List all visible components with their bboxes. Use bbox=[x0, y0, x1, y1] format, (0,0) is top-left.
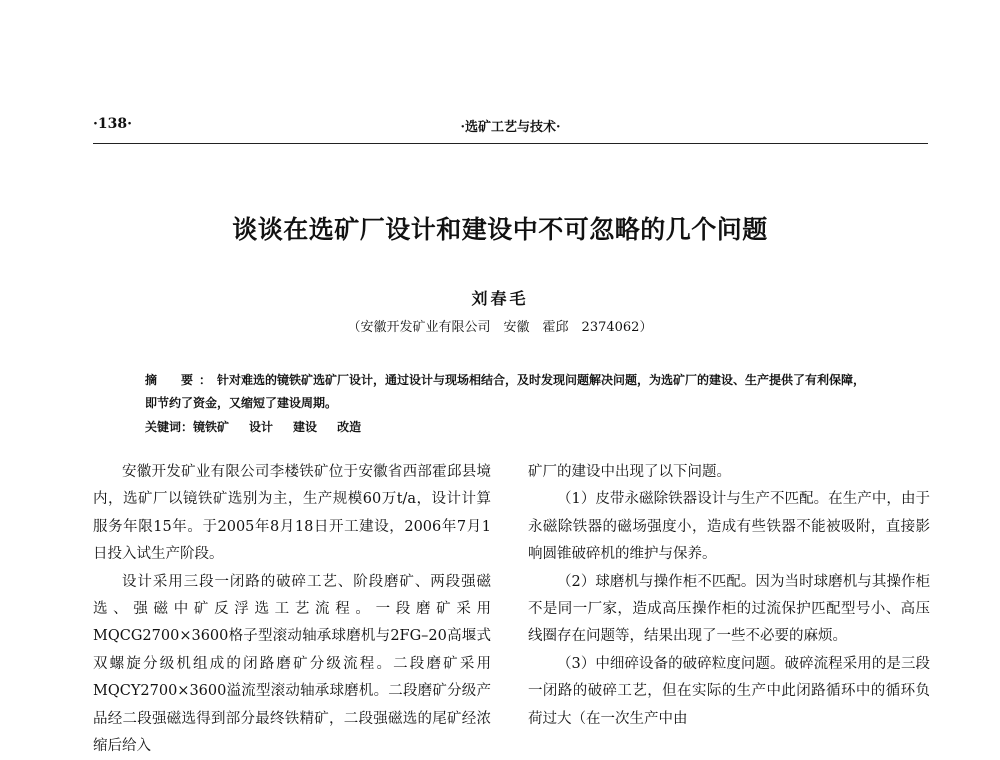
body-paragraph: 设计采用三段一闭路的破碎工艺、阶段磨矿、两段强磁选、强磁中矿反浮选工艺流程。一段磨矿采用MQCG2700×3600格子型滚动轴承球磨机与2FG–20高堰式双螺旋分级机组成的闭路磨矿分级流程。二段磨矿采用MQCY2700×3600溢流型滚动轴承球磨机。二段磨矿分级产品经二段强磁选得到部分最终铁精矿，二段强磁选的尾矿经浓缩后给入 bbox=[93, 573, 491, 755]
body-column-left bbox=[93, 459, 491, 760]
abstract bbox=[145, 369, 875, 415]
abstract-label: 摘 要： bbox=[145, 373, 218, 387]
journal-section-name: ·选矿工艺与技术· bbox=[460, 120, 561, 135]
keyword: 改造 bbox=[337, 420, 362, 434]
body-paragraph: （1）皮带永磁除铁器设计与生产不匹配。在生产中，由于永磁除铁器的磁场强度小，造成有些铁器不能被吸附，直接影响圆锥破碎机的维护与保养。 bbox=[528, 491, 930, 563]
keyword: 镜铁矿 bbox=[193, 420, 230, 434]
body-paragraph: （2）球磨机与操作柜不匹配。因为当时球磨机与其操作柜不是同一厂家，造成高压操作柜的过流保护匹配型号小、高压线圈存在问题等，结果出现了一些不必要的麻烦。 bbox=[528, 573, 930, 645]
body-paragraph: 安徽开发矿业有限公司李楼铁矿位于安徽省西部霍邱县境内，选矿厂以镜铁矿选别为主，生产规模60万t/a，设计计算服务年限15年。于2005年8月18日开工建设，2006年7月1日投入试生产阶段。 bbox=[93, 464, 491, 563]
body-column-right bbox=[528, 459, 930, 733]
page-header bbox=[93, 112, 928, 146]
body-paragraph: （3）中细碎设备的破碎粒度问题。破碎流程采用的是三段一闭路的破碎工艺，但在实际的生产中此闭路循环中的循环负荷过大（在一次生产中由 bbox=[528, 655, 930, 727]
page-number: ·138· bbox=[93, 116, 132, 132]
keyword: 设计 bbox=[249, 420, 274, 434]
body-paragraph: 矿厂的建设中出现了以下问题。 bbox=[528, 464, 731, 480]
keywords-label: 关键词： bbox=[145, 420, 194, 434]
header-rule bbox=[93, 143, 928, 144]
abstract-text: 针对难选的镜铁矿选矿厂设计，通过设计与现场相结合，及时发现问题解决问题，为选矿厂的建设、生产提供了有利保障，即节约了资金，又缩短了建设周期。 bbox=[145, 373, 866, 410]
author-name: 刘春毛 bbox=[471, 289, 529, 308]
author-affiliation: （安徽开发矿业有限公司 安徽 霍邱 2374062） bbox=[347, 320, 653, 335]
keyword: 建设 bbox=[293, 420, 318, 434]
keywords bbox=[145, 418, 875, 435]
article-title: 谈谈在选矿厂设计和建设中不可忽略的几个问题 bbox=[232, 215, 768, 244]
